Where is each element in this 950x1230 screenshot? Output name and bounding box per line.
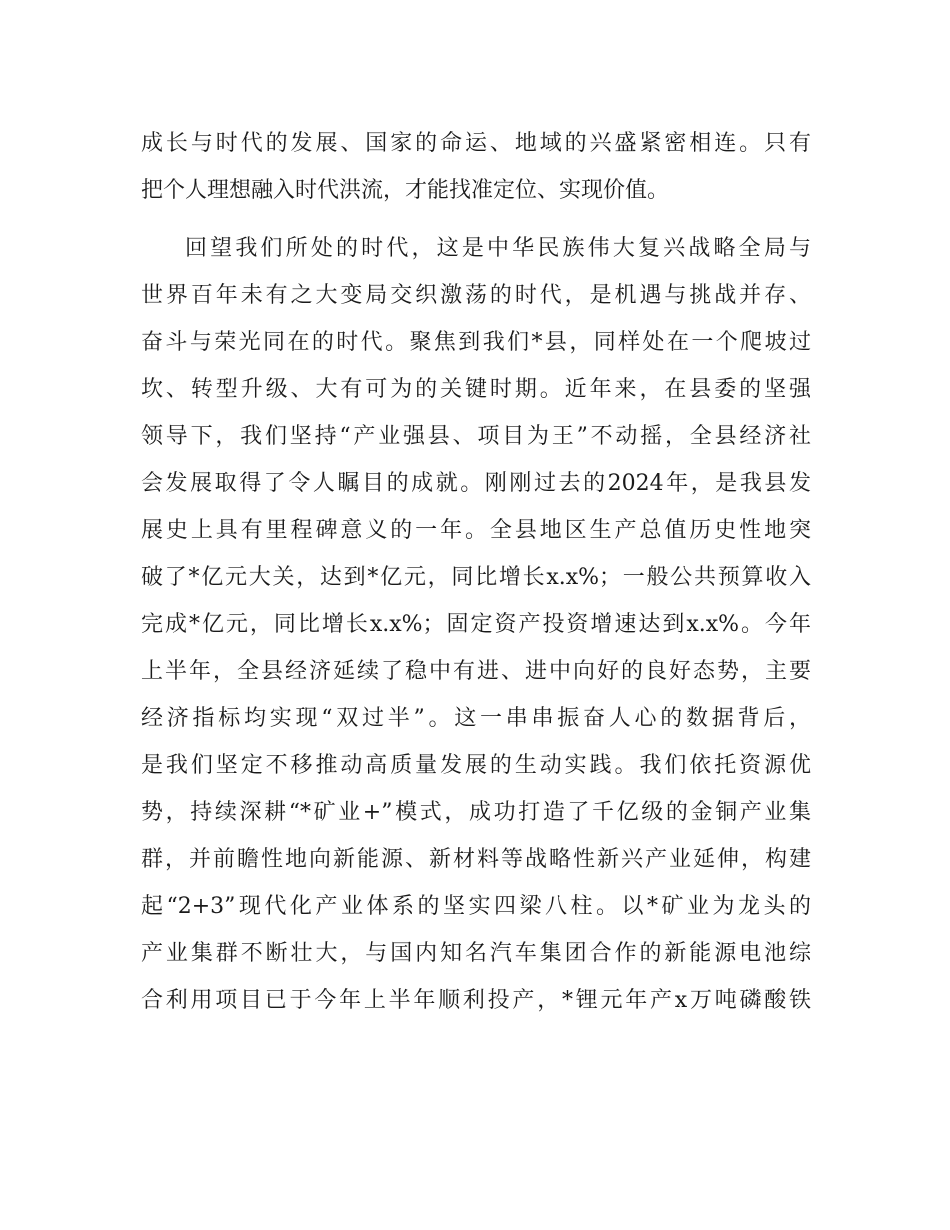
paragraph-line: 上半年，全县经济延续了稳中有进、进中向好的良好态势，主要: [141, 659, 811, 684]
paragraph-line: 展史上具有里程碑意义的一年。全县地区生产总值历史性地突: [141, 518, 811, 543]
paragraph-line: 世界百年未有之大变局交织激荡的时代，是机遇与挑战并存、: [141, 283, 811, 308]
paragraph-line: 领导下，我们坚持“产业强县、项目为王”不动摇，全县经济社: [141, 424, 811, 449]
paragraph-line: 把个人理想融入时代洪流，才能找准定位、实现价值。: [141, 178, 670, 203]
paragraph-2: [141, 225, 811, 1024]
paragraph-line: 起“2+3”现代化产业体系的坚实四梁八柱。以*矿业为龙头的: [141, 894, 811, 919]
paragraph-1: [141, 120, 811, 214]
paragraph-line: 坎、转型升级、大有可为的关键时期。近年来，在县委的坚强: [141, 377, 811, 402]
paragraph-line: 群，并前瞻性地向新能源、新材料等战略性新兴产业延伸，构建: [141, 847, 811, 872]
paragraph-line: 合利用项目已于今年上半年顺利投产，*锂元年产x万吨磷酸铁: [141, 988, 811, 1013]
paragraph-line: 破了*亿元大关，达到*亿元，同比增长x.x%；一般公共预算收入: [141, 565, 811, 590]
paragraph-line: 经济指标均实现“双过半”。这一串串振奋人心的数据背后，: [141, 706, 811, 731]
paragraph-line: 完成*亿元，同比增长x.x%；固定资产投资增速达到x.x%。今年: [141, 612, 811, 637]
paragraph-line: 产业集群不断壮大，与国内知名汽车集团合作的新能源电池综: [141, 941, 811, 966]
paragraph-line: 成长与时代的发展、国家的命运、地域的兴盛紧密相连。只有: [141, 131, 811, 156]
paragraph-line: 势，持续深耕“*矿业+”模式，成功打造了千亿级的金铜产业集: [141, 800, 811, 825]
paragraph-first-line: 回望我们所处的时代，这是中华民族伟大复兴战略全局与: [185, 236, 811, 261]
paragraph-line: 奋斗与荣光同在的时代。聚焦到我们*县，同样处在一个爬坡过: [141, 330, 811, 355]
paragraph-line: 是我们坚定不移推动高质量发展的生动实践。我们依托资源优: [141, 753, 811, 778]
paragraph-line: 会发展取得了令人瞩目的成就。刚刚过去的2024年，是我县发: [141, 471, 811, 496]
